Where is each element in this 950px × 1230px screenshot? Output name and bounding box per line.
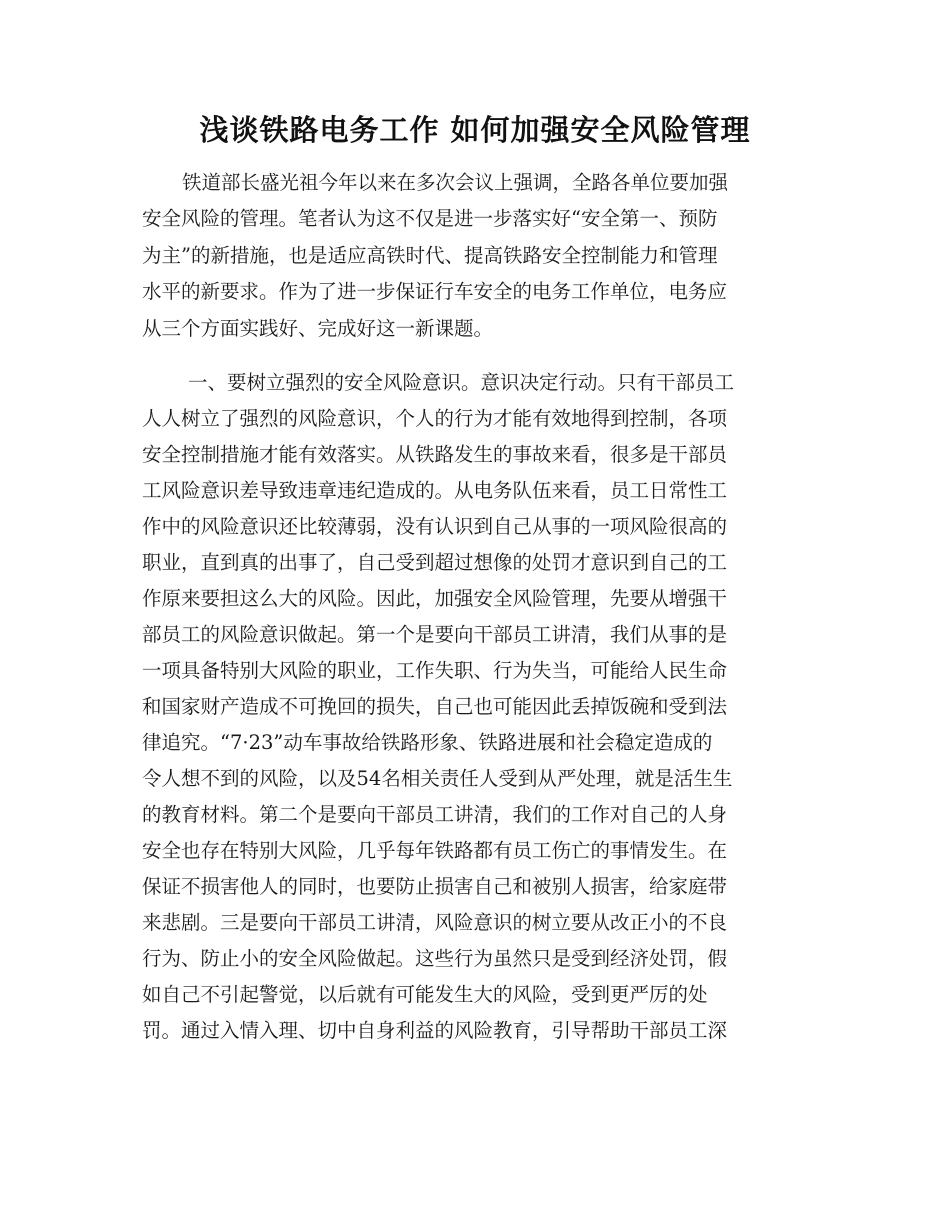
body-line: 工风险意识差导致违章违纪造成的。从电务队伍来看，员工日常性工 [142,479,728,502]
body-line: 作原来要担这么大的风险。因此，加强安全风险管理，先要从增强干 [142,587,728,610]
document-title: 浅谈铁路电务工作 如何加强安全风险管理 [199,113,751,147]
body-line: 人人树立了强烈的风险意识，个人的行为才能有效地得到控制，各项 [142,407,728,430]
body-line: 作中的风险意识还比较薄弱，没有认识到自己从事的一项风险很高的 [142,515,728,538]
body-line: 安全也存在特别大风险，几乎每年铁路都有员工伤亡的事情发生。在 [142,839,728,862]
body-line: 如自己不引起警觉，以后就有可能发生大的风险，受到更严厉的处 [142,983,708,1006]
body-line: 职业，直到真的出事了，自己受到超过想像的处罚才意识到自己的工 [142,551,728,574]
body-line: 为主”的新措施，也是适应高铁时代、提高铁路安全控制能力和管理 [142,244,718,267]
body-line: 令人想不到的风险，以及54名相关责任人受到从严处理，就是活生生 [142,767,733,790]
body-line: 水平的新要求。作为了进一步保证行车安全的电务工作单位，电务应 [142,280,728,303]
body-line: 保证不损害他人的同时，也要防止损害自己和被别人损害，给家庭带 [142,875,728,898]
body-line: 部员工的风险意识做起。第一个是要向干部员工讲清，我们从事的是 [142,623,728,646]
body-line: 行为、防止小的安全风险做起。这些行为虽然只是受到经济处罚，假 [142,947,728,970]
body-line: 的教育材料。第二个是要向干部员工讲清，我们的工作对自己的人身 [142,803,728,826]
body-line: 从三个方面实践好、完成好这一新课题。 [142,317,494,340]
body-line: 铁道部长盛光祖今年以来在多次会议上强调，全路各单位要加强 [182,171,729,194]
body-line: 律追究。“7·23”动车事故给铁路形象、铁路进展和社会稳定造成的 [142,731,713,754]
body-line: 一、要树立强烈的安全风险意识。意识决定行动。只有干部员工 [188,371,735,394]
body-line: 和国家财产造成不可挽回的损失，自己也可能因此丢掉饭碗和受到法 [142,695,728,718]
body-line: 一项具备特别大风险的职业，工作失职、行为失当，可能给人民生命 [142,659,728,682]
body-line: 罚。通过入情入理、切中自身利益的风险教育，引导帮助干部员工深 [142,1019,728,1042]
body-line: 来悲剧。三是要向干部员工讲清，风险意识的树立要从改正小的不良 [142,911,728,934]
body-line: 安全风险的管理。笔者认为这不仅是进一步落实好“安全第一、预防 [142,207,718,230]
body-line: 安全控制措施才能有效落实。从铁路发生的事故来看，很多是干部员 [142,443,728,466]
